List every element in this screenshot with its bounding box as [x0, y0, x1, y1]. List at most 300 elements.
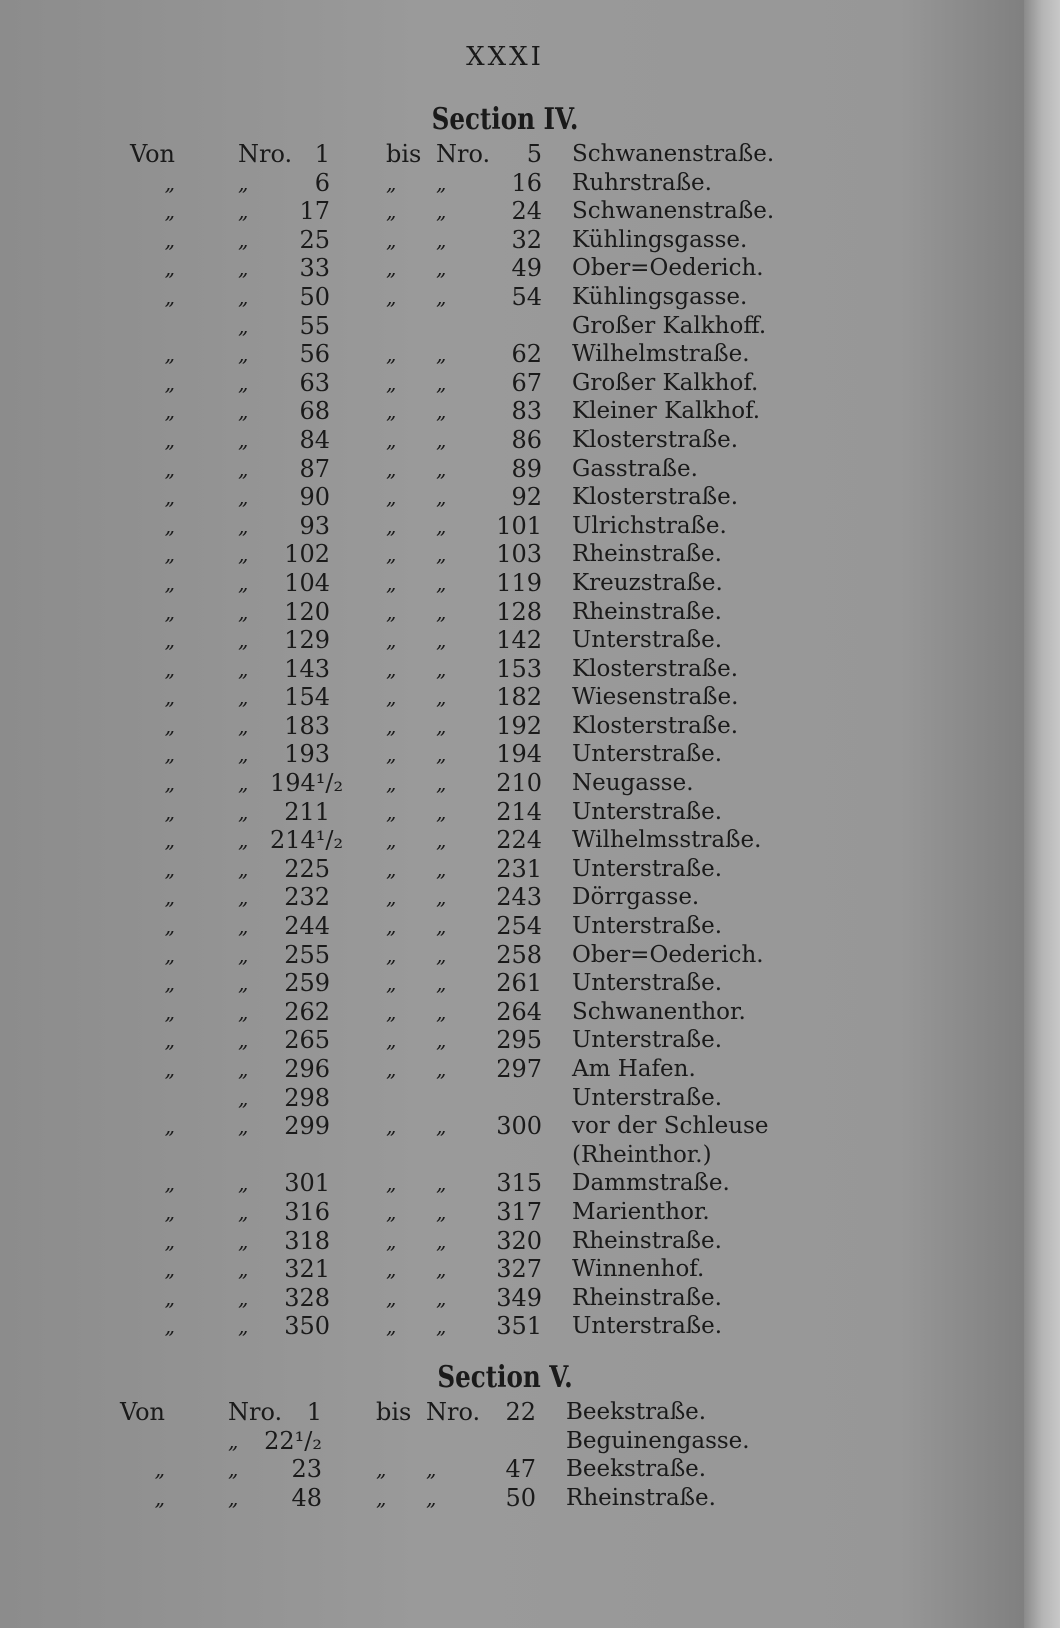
table-row: [0, 483, 1010, 512]
table-row: [0, 1398, 1010, 1427]
to-number: 300: [496, 1112, 542, 1141]
table-row: [0, 340, 1010, 369]
prefix-label: „: [164, 685, 175, 710]
table-row: [0, 969, 1010, 998]
from-number: 225: [284, 854, 330, 883]
from-number: 265: [284, 1026, 330, 1055]
prefix-label: „: [164, 170, 175, 195]
to-number: 224: [496, 826, 542, 855]
table-row: [0, 397, 1010, 426]
bis-label: „: [386, 170, 397, 195]
prefix-nro: „: [238, 427, 249, 452]
street-name: Ruhrstraße.: [572, 169, 712, 196]
bis-nro: „: [436, 656, 447, 681]
to-number: 153: [496, 654, 542, 683]
bis-label: „: [386, 971, 397, 996]
bis-nro: „: [436, 599, 447, 624]
prefix-nro: „: [238, 942, 249, 967]
table-row: [0, 912, 1010, 941]
prefix-nro: „: [238, 1085, 249, 1110]
to-number: 264: [496, 997, 542, 1026]
bis-label: „: [386, 227, 397, 252]
to-number: 101: [496, 511, 542, 540]
table-row: [0, 598, 1010, 627]
bis-label: „: [386, 942, 397, 967]
to-number: 83: [511, 397, 542, 426]
street-name: Marienthor.: [572, 1198, 710, 1225]
prefix-nro: „: [238, 456, 249, 481]
to-number: 214: [496, 797, 542, 826]
prefix-label: „: [164, 342, 175, 367]
street-name: Unterstraße.: [572, 1084, 723, 1111]
to-number: 24: [511, 197, 542, 226]
to-number: 243: [496, 883, 542, 912]
street-name: Kühlingsgasse.: [572, 283, 748, 310]
prefix-nro: „: [238, 1314, 249, 1339]
prefix-nro: „: [238, 914, 249, 939]
bis-label: „: [386, 742, 397, 767]
from-number: 84: [299, 425, 330, 454]
prefix-label: „: [164, 1028, 175, 1053]
street-name: Schwanenstraße.: [572, 198, 775, 225]
to-number: 54: [511, 282, 542, 311]
street-name: Klosterstraße.: [572, 712, 739, 739]
from-number: 316: [284, 1197, 330, 1226]
from-number: 90: [299, 483, 330, 512]
street-name: Kleiner Kalkhof.: [572, 398, 761, 425]
prefix-label: „: [164, 427, 175, 452]
bis-label: „: [386, 828, 397, 853]
bis-label: bis: [376, 1398, 412, 1426]
bis-nro: „: [436, 1057, 447, 1081]
prefix-label: „: [164, 1314, 175, 1339]
from-number: 17: [299, 197, 330, 226]
street-name: Großer Kalkhof.: [572, 369, 759, 396]
bis-label: „: [386, 513, 397, 538]
street-name: Unterstraße.: [572, 741, 723, 768]
section-title-iv: Section IV.: [431, 102, 579, 137]
street-name: Beguinengasse.: [566, 1427, 750, 1454]
from-number: 87: [299, 454, 330, 483]
table-row: [0, 540, 1010, 569]
to-number: 32: [511, 225, 542, 254]
to-number: 327: [496, 1255, 542, 1284]
from-number: 1: [306, 1398, 322, 1426]
bis-label: bis: [386, 140, 422, 168]
from-number: 55: [299, 311, 330, 340]
table-row: [0, 1112, 1010, 1141]
bis-nro: „: [436, 284, 447, 309]
from-number: 244: [284, 912, 330, 941]
street-name: Dörrgasse.: [572, 884, 700, 911]
street-name: Unterstraße.: [572, 970, 723, 997]
table-row: [0, 254, 1010, 283]
from-number: 63: [299, 368, 330, 397]
from-number: 56: [299, 340, 330, 369]
table-row: [0, 1227, 1010, 1256]
street-name: Rheinstraße.: [572, 541, 722, 568]
to-number: 49: [511, 254, 542, 283]
from-number: 25: [299, 225, 330, 254]
to-number: 128: [496, 597, 542, 626]
bis-label: „: [386, 1028, 397, 1053]
table-row: [0, 712, 1010, 741]
section-v-table: [0, 1398, 1010, 1512]
street-name: Klosterstraße.: [572, 655, 739, 682]
from-number: 104: [284, 568, 330, 597]
bis-nro: „: [436, 256, 447, 281]
from-number: 259: [284, 969, 330, 998]
to-number: 182: [496, 683, 542, 712]
table-row: [0, 1169, 1010, 1198]
bis-label: „: [386, 999, 397, 1024]
to-number: 320: [496, 1226, 542, 1255]
to-number: 86: [511, 425, 542, 454]
bis-nro: „: [436, 170, 447, 195]
table-row: [0, 798, 1010, 827]
from-number: 299: [284, 1112, 330, 1141]
prefix-label: „: [164, 227, 175, 252]
bis-nro: „: [436, 456, 447, 481]
bis-label: „: [386, 542, 397, 567]
prefix-nro: Nro.: [228, 1398, 283, 1426]
to-number: 210: [496, 769, 542, 798]
street-name: Rheinstraße.: [572, 1227, 722, 1254]
prefix-label: „: [164, 799, 175, 824]
section-title-v: Section V.: [437, 1360, 573, 1395]
table-row: [0, 683, 1010, 712]
bis-label: „: [386, 342, 397, 367]
prefix-label: „: [164, 942, 175, 967]
from-number: 23: [291, 1455, 322, 1484]
street-name: Kreuzstraße.: [572, 569, 723, 596]
to-number: 67: [511, 368, 542, 397]
prefix-label: „: [164, 485, 175, 510]
prefix-label: „: [154, 1457, 165, 1482]
bis-nro: „: [426, 1457, 437, 1482]
table-row: [0, 226, 1010, 255]
prefix-label: „: [154, 1485, 165, 1510]
prefix-nro: „: [238, 856, 249, 881]
prefix-nro: „: [238, 599, 249, 624]
bis-label: „: [386, 284, 397, 309]
from-number: 48: [291, 1483, 322, 1512]
to-number: 317: [496, 1197, 542, 1226]
table-row: [0, 1084, 1010, 1113]
prefix-nro: „: [228, 1428, 239, 1453]
prefix-nro: „: [238, 513, 249, 538]
bis-label: „: [376, 1457, 387, 1482]
prefix-label: „: [164, 971, 175, 996]
prefix-nro: „: [238, 313, 249, 338]
from-number: 6: [314, 168, 330, 197]
prefix-label: „: [164, 370, 175, 395]
prefix-nro: „: [238, 370, 249, 395]
bis-label: „: [376, 1485, 387, 1510]
from-number: 129: [284, 626, 330, 655]
from-number: 301: [284, 1169, 330, 1198]
table-row: [0, 197, 1010, 226]
street-name: vor der Schleuse: [572, 1113, 769, 1140]
bis-label: „: [386, 1057, 397, 1081]
table-row: [0, 140, 1010, 169]
bis-label: „: [386, 599, 397, 624]
bis-label: „: [386, 1314, 397, 1339]
street-name: Unterstraße.: [572, 627, 723, 654]
street-name: Beekstraße.: [566, 1399, 707, 1425]
bis-nro: „: [436, 771, 447, 796]
prefix-nro: „: [238, 1285, 249, 1310]
bis-label: „: [386, 256, 397, 281]
prefix-nro: „: [238, 542, 249, 567]
prefix-nro: „: [238, 1171, 249, 1196]
page-number: XXXI: [466, 42, 544, 72]
to-number: 16: [511, 168, 542, 197]
street-name: Unterstraße.: [572, 855, 723, 882]
bis-nro: „: [436, 685, 447, 710]
table-row: [0, 740, 1010, 769]
table-row: [0, 569, 1010, 598]
prefix-label: „: [164, 713, 175, 738]
bis-nro: „: [436, 570, 447, 595]
from-number: 211: [284, 797, 330, 826]
to-number: 62: [511, 340, 542, 369]
bis-nro: „: [436, 542, 447, 567]
bis-nro: „: [436, 999, 447, 1024]
bis-label: „: [386, 656, 397, 681]
street-name: Neugasse.: [572, 770, 694, 797]
street-name: Rheinstraße.: [572, 1284, 722, 1311]
bis-label: „: [386, 771, 397, 796]
bis-nro: „: [436, 485, 447, 510]
bis-label: „: [386, 799, 397, 824]
from-number: 255: [284, 940, 330, 969]
street-name: Ober=Oederich.: [572, 255, 764, 282]
table-row: [0, 1312, 1010, 1341]
to-number: 349: [496, 1283, 542, 1312]
to-number: 119: [496, 568, 542, 597]
street-name: Kühlingsgasse.: [572, 226, 748, 253]
bis-nro: „: [436, 1257, 447, 1282]
prefix-label: „: [164, 771, 175, 796]
bis-label: „: [386, 914, 397, 939]
prefix-nro: „: [238, 1257, 249, 1282]
table-row: [0, 312, 1010, 341]
prefix-nro: „: [238, 713, 249, 738]
bis-nro: „: [436, 399, 447, 424]
to-number: 47: [505, 1455, 536, 1484]
from-number: 120: [284, 597, 330, 626]
street-name: Klosterstraße.: [572, 426, 739, 453]
from-number: 232: [284, 883, 330, 912]
prefix-nro: „: [238, 1114, 249, 1139]
from-number: 296: [284, 1055, 330, 1083]
bis-nro: „: [436, 971, 447, 996]
bis-label: „: [386, 570, 397, 595]
table-row: [0, 855, 1010, 884]
table-row: [0, 455, 1010, 484]
prefix-label: „: [164, 999, 175, 1024]
prefix-label: „: [164, 1057, 175, 1081]
prefix-label: „: [164, 1228, 175, 1253]
from-number: 194¹/₂: [270, 769, 344, 798]
bis-label: „: [386, 685, 397, 710]
street-name: Wilhelmstraße.: [572, 341, 750, 368]
street-name: Unterstraße.: [572, 1313, 723, 1340]
prefix-label: „: [164, 570, 175, 595]
bis-nro: Nro.: [426, 1398, 481, 1426]
to-number: 315: [496, 1169, 542, 1198]
prefix-nro: „: [228, 1457, 239, 1482]
street-name: Rheinstraße.: [566, 1484, 716, 1511]
page-edge: [1024, 0, 1060, 1628]
street-name: Klosterstraße.: [572, 484, 739, 511]
to-number: 231: [496, 854, 542, 883]
from-number: 1: [314, 140, 330, 168]
street-name: Winnenhof.: [572, 1256, 705, 1283]
prefix-label: „: [164, 1114, 175, 1139]
prefix-nro: „: [238, 256, 249, 281]
table-row: [0, 883, 1010, 912]
bis-nro: „: [436, 799, 447, 824]
street-name: Unterstraße.: [572, 798, 723, 825]
bis-nro: „: [436, 742, 447, 767]
to-number: 261: [496, 969, 542, 998]
bis-nro: „: [436, 828, 447, 853]
bis-nro: Nro.: [436, 140, 491, 168]
bis-label: „: [386, 856, 397, 881]
table-row: [0, 169, 1010, 198]
prefix-label: „: [164, 856, 175, 881]
table-row: [0, 1026, 1010, 1055]
street-name: Unterstraße.: [572, 913, 723, 940]
prefix-nro: „: [238, 1228, 249, 1253]
bis-nro: „: [436, 370, 447, 395]
bis-nro: „: [436, 1028, 447, 1053]
bis-label: „: [386, 1199, 397, 1224]
table-row: [0, 283, 1010, 312]
prefix-nro: „: [238, 828, 249, 853]
bis-label: „: [386, 399, 397, 424]
prefix-nro: „: [238, 227, 249, 252]
table-row: [0, 626, 1010, 655]
table-row: [0, 941, 1010, 970]
bis-nro: „: [436, 885, 447, 910]
bis-label: „: [386, 427, 397, 452]
from-number: 298: [284, 1083, 330, 1112]
table-row: [0, 1284, 1010, 1313]
bis-nro: „: [436, 1199, 447, 1224]
to-number: 50: [505, 1483, 536, 1512]
bis-nro: „: [436, 1228, 447, 1253]
bis-nro: „: [436, 1114, 447, 1139]
prefix-label: „: [164, 1171, 175, 1196]
table-row: [0, 1484, 1010, 1513]
prefix-nro: „: [238, 342, 249, 367]
from-number: 193: [284, 740, 330, 769]
prefix-nro: „: [238, 771, 249, 796]
prefix-nro: „: [238, 799, 249, 824]
prefix-label: „: [164, 914, 175, 939]
to-number: 192: [496, 711, 542, 740]
prefix-nro: „: [238, 999, 249, 1024]
to-number: 142: [496, 626, 542, 655]
prefix-label: „: [164, 1257, 175, 1282]
prefix-label: „: [164, 742, 175, 767]
table-row: [0, 369, 1010, 398]
to-number: 295: [496, 1026, 542, 1055]
street-name: Schwanenstraße.: [572, 141, 775, 167]
to-number: 351: [496, 1312, 542, 1341]
to-number: 194: [496, 740, 542, 769]
prefix-label: „: [164, 199, 175, 224]
prefix-nro: „: [238, 199, 249, 224]
from-number: 328: [284, 1283, 330, 1312]
bis-nro: „: [436, 1285, 447, 1310]
to-number: 5: [526, 140, 542, 168]
table-row: [0, 1255, 1010, 1284]
street-name: Rheinstraße.: [572, 598, 722, 625]
bis-nro: „: [436, 1314, 447, 1339]
bis-label: „: [386, 1257, 397, 1282]
prefix-label: „: [164, 885, 175, 910]
prefix-nro: „: [238, 170, 249, 195]
bis-label: „: [386, 1171, 397, 1196]
prefix-nro: „: [238, 284, 249, 309]
prefix-label: „: [164, 656, 175, 681]
prefix-label: „: [164, 599, 175, 624]
prefix-nro: „: [238, 1199, 249, 1224]
prefix-label: Von: [129, 140, 175, 168]
street-name: Schwanenthor.: [572, 998, 746, 1025]
from-number: 154: [284, 683, 330, 712]
street-name: Am Hafen.: [572, 1056, 696, 1082]
bis-label: „: [386, 713, 397, 738]
from-number: 102: [284, 540, 330, 569]
street-name: Ulrichstraße.: [572, 512, 727, 539]
from-number: 33: [299, 254, 330, 283]
table-row: [0, 1141, 1010, 1170]
prefix-label: „: [164, 542, 175, 567]
bis-nro: „: [436, 713, 447, 738]
from-number: 321: [284, 1255, 330, 1284]
street-name: Beekstraße.: [566, 1456, 707, 1483]
prefix-nro: „: [238, 685, 249, 710]
street-name: Dammstraße.: [572, 1170, 730, 1197]
table-row: [0, 426, 1010, 455]
from-number: 22¹/₂: [264, 1426, 322, 1455]
prefix-nro: Nro.: [238, 140, 293, 168]
street-name: Wiesenstraße.: [572, 684, 739, 711]
street-name: Gasstraße.: [572, 455, 698, 482]
bis-label: „: [386, 485, 397, 510]
bis-nro: „: [436, 942, 447, 967]
prefix-label: „: [164, 456, 175, 481]
bis-nro: „: [436, 427, 447, 452]
bis-label: „: [386, 370, 397, 395]
street-name: Unterstraße.: [572, 1027, 723, 1054]
bis-label: „: [386, 1285, 397, 1310]
street-name: Wilhelmsstraße.: [572, 827, 762, 854]
to-number: 92: [511, 483, 542, 512]
to-number: 89: [511, 454, 542, 483]
prefix-nro: „: [238, 656, 249, 681]
bis-nro: „: [436, 856, 447, 881]
bis-label: „: [386, 628, 397, 653]
to-number: 297: [496, 1055, 542, 1083]
from-number: 68: [299, 397, 330, 426]
prefix-nro: „: [238, 885, 249, 910]
